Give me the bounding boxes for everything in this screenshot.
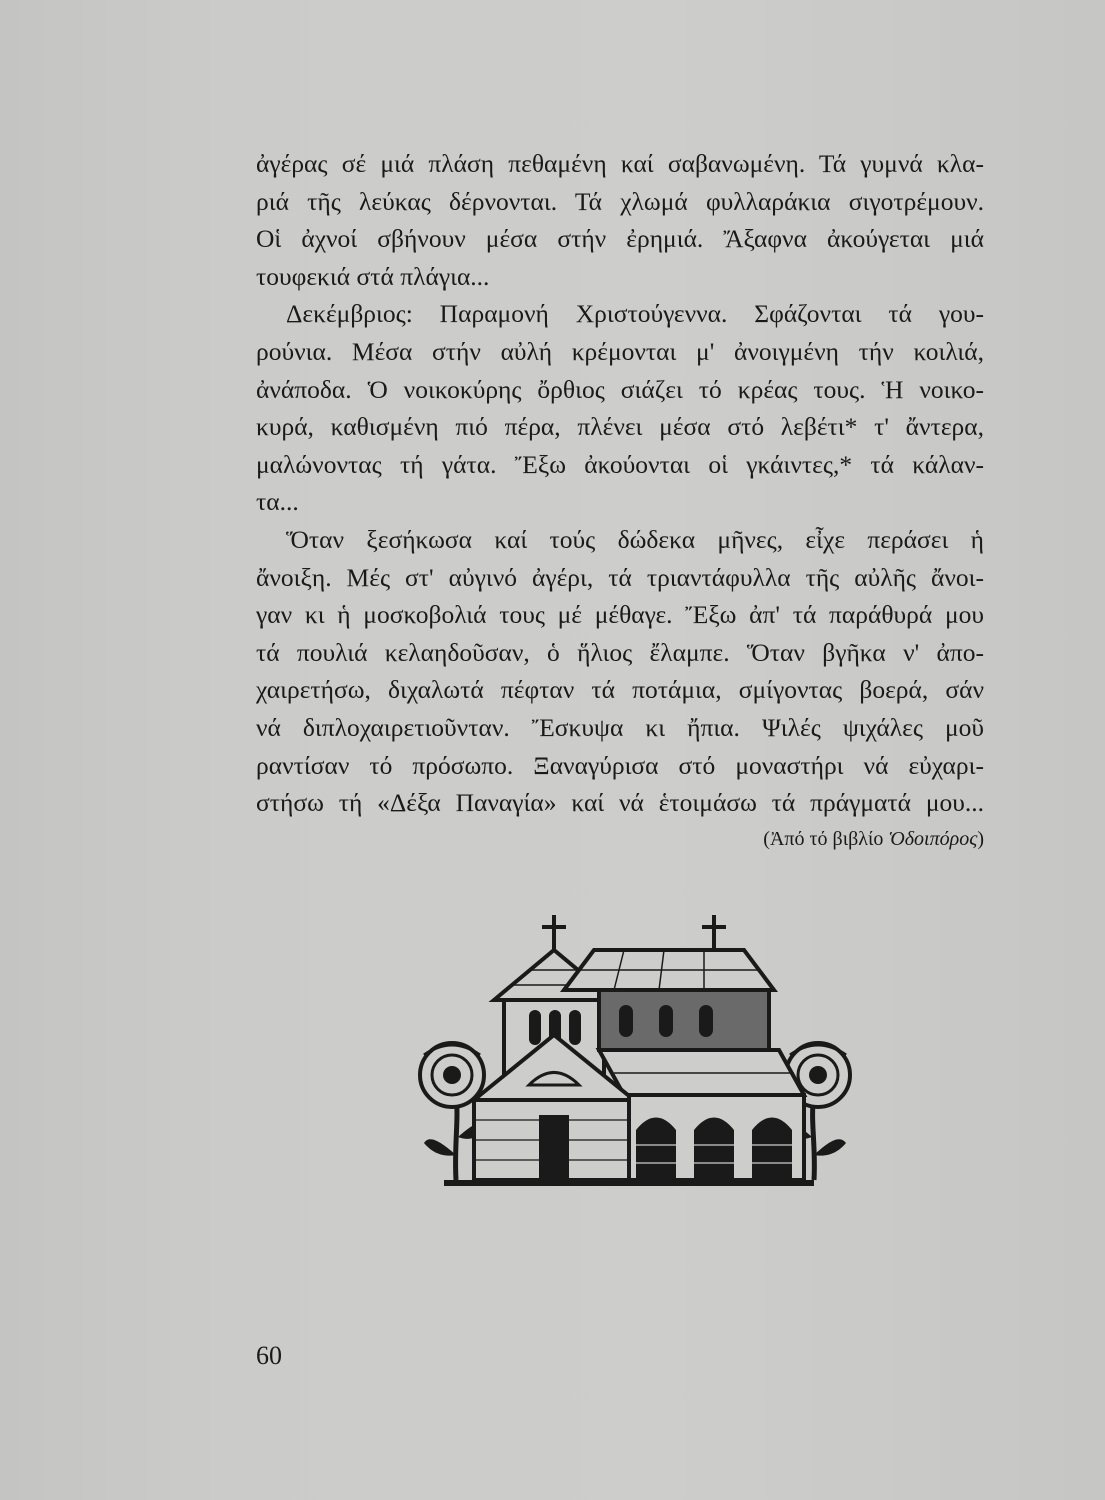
text-line: γαν κι ἡ μοσκοβολιά τους μέ μέθαγε. Ἔξω ἀπ' τά παράθυρά μου (256, 600, 984, 630)
text-line: χαιρετήσω, διχαλωτά πέφταν τά ποτάμια, σμίγοντας βοερά, σάν (256, 675, 984, 705)
text-line: Οἱ ἀχνοί σβήνουν μέσα στήν ἐρημιά. Ἄξαφνα ἀκούγεται μιά (256, 224, 984, 254)
cross-icon (542, 915, 726, 950)
source-title: Ὁδοιπόρος (888, 827, 978, 850)
text-line: ριά τῆς λεύκας δέρνονται. Τά χλωμά φυλλαράκια σιγοτρέμουν. (256, 186, 984, 216)
text-line: Ὅταν ξεσήκωσα καί τούς δώδεκα μῆνες, εἶχε περάσει ἡ (286, 524, 984, 554)
church-illustration (404, 905, 864, 1205)
paragraph-2 (256, 295, 984, 521)
text-line: ραντίσαν τό πρόσωπο. Ξαναγύρισα στό μοναστήρι νά εὐχαρι- (256, 750, 984, 780)
text-line: ἀγέρας σέ μιά πλάση πεθαμένη καί σαβανωμένη. Τά γυμνά κλα- (256, 149, 984, 178)
source-suffix: ) (977, 827, 984, 850)
text-line: τα... (256, 487, 299, 517)
paragraph-3 (256, 521, 984, 822)
text-line: νά διπλοχαιρετιοῦνταν. Ἔσκυψα κι ἤπια. Ψιλές ψιχάλες μοῦ (256, 712, 984, 742)
body-text (256, 145, 984, 854)
text-line: Δεκέμβριος: Παραμονή Χριστούγεννα. Σφάζονται τά γου- (286, 299, 984, 329)
text-line: τά πουλιά κελαηδοῦσαν, ὁ ἥλιος ἔλαμπε. Ὅταν βγῆκα ν' ἀπο- (256, 637, 984, 667)
text-line: μαλώνοντας τή γάτα. Ἔξω ἀκούονται οἱ γκάιντες,* τά κάλαν- (256, 449, 984, 479)
text-line: τουφεκιά στά πλάγια... (256, 261, 490, 291)
page-number: 60 (256, 1341, 282, 1370)
text-line: ἀνάποδα. Ὁ νοικοκύρης ὄρθιος σιάζει τό κρέας τους. Ἡ νοικο- (256, 374, 984, 404)
source-citation (256, 824, 984, 854)
text-line: ρούνια. Μέσα στήν αὐλή κρέμονται μ' ἀνοιγμένη τήν κοιλιά, (256, 336, 984, 366)
source-prefix: (Ἀπό τό βιβλίο (763, 827, 889, 850)
paragraph-1 (256, 145, 984, 295)
text-line: κυρά, καθισμένη πιό πέρα, πλένει μέσα στό λεβέτι* τ' ἄντερα, (256, 412, 984, 442)
text-line: στήσω τή «Δέξα Παναγία» καί νά ἑτοιμάσω τά πράγματά μου... (256, 788, 984, 818)
text-line: ἄνοιξη. Μές στ' αὐγινό ἀγέρι, τά τριαντάφυλλα τῆς αὐλῆς ἄνοι- (256, 562, 984, 592)
